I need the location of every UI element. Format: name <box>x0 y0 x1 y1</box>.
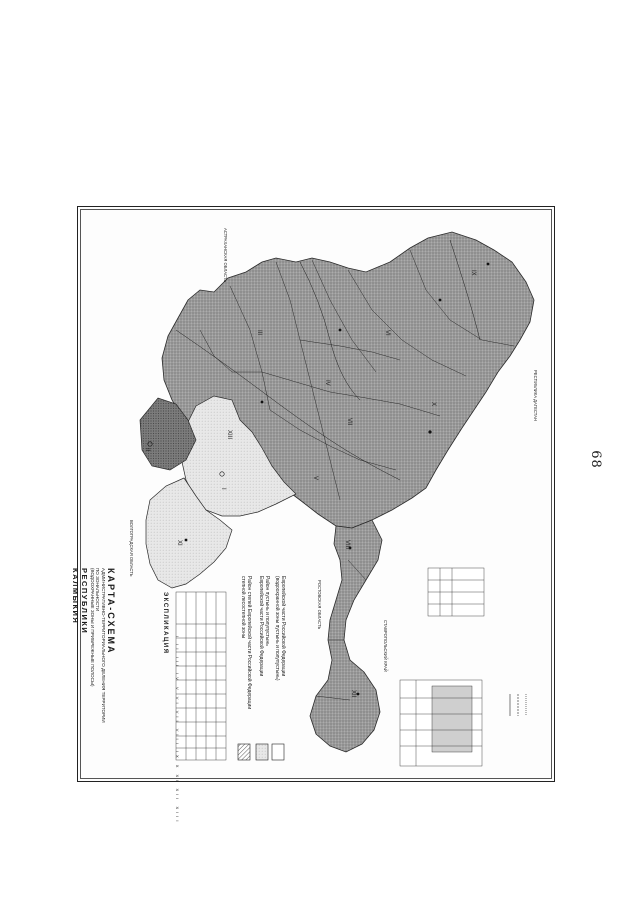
map-subtitle-2: ПО ЗОНАЛЬНОСТИ <box>95 568 101 612</box>
legend-swatch-dotted <box>256 744 268 760</box>
map-subtitle-3: (ВОДООХРАННЫЕ ЗОНЫ И ПРИБРЕЖНЫЕ ПОЛОСЫ) <box>90 568 95 687</box>
expl-col-vi: VI <box>175 696 180 707</box>
district-numeral-x: X <box>430 402 436 407</box>
map-republic-2: КАЛМЫКИЯ <box>71 568 81 625</box>
legend-item-1-line-2: степной лесостепной зоны <box>240 576 246 639</box>
district-numeral-xi: XI <box>176 540 182 546</box>
neighbor-label-left-2: СТАВРОПОЛЬСКИЙ КРАЙ <box>383 620 388 672</box>
explication-table <box>176 592 226 760</box>
legend-swatches <box>238 744 284 760</box>
expl-col-vii: VII <box>175 710 180 725</box>
expl-col-xiii: XIII <box>175 806 180 825</box>
index-table <box>428 568 484 616</box>
neighbor-label-right: АСТРАХАНСКАЯ ОБЛАСТЬ <box>223 228 228 283</box>
expl-col-x: X <box>175 764 180 771</box>
explication-title: ЭКСПЛИКАЦИЯ <box>162 592 168 655</box>
legend-swatch-plain <box>272 744 284 760</box>
expl-col-iv: IV <box>175 673 180 683</box>
expl-col-ii: II <box>175 644 180 653</box>
legend-item-2 <box>258 576 270 676</box>
expl-col-i: I <box>175 636 180 641</box>
district-numeral-xii: XII <box>350 690 356 698</box>
district-numeral-iii: III <box>256 330 262 336</box>
territory-southwest-arm <box>310 520 382 752</box>
neighbor-label-top: ВОЛГОГРАДСКАЯ ОБЛАСТЬ <box>129 520 134 577</box>
explication-columns <box>175 636 180 824</box>
district-numeral-xiii: XIII <box>226 430 232 440</box>
district-numeral-ii: II <box>144 448 150 452</box>
expl-col-viii: VIII <box>175 728 180 747</box>
legend-item-2-line-1: Район пустынь и полупустынь <box>264 576 270 646</box>
expl-col-ix: IX <box>175 750 180 761</box>
legend-item-3-line-2: (водоохранной зоны пустынь и полупустынь) <box>274 576 280 681</box>
map-subtitle-1: АДМИНИСТРАТИВНО-ТЕРРИТОРИАЛЬНОГО ДЕЛЕНИЯ ТЕРРИТОРИИ <box>101 568 106 723</box>
map-title-block <box>72 568 117 723</box>
legend-item-1 <box>240 576 252 709</box>
district-numeral-vi: VI <box>384 330 390 336</box>
legend-item-3 <box>274 576 286 681</box>
map-title: КАРТА-СХЕМА <box>106 568 116 655</box>
neighbor-label-bottom: РЕСПУБЛИКА ДАГЕСТАН <box>533 370 538 421</box>
expl-col-xii: XII <box>175 788 180 803</box>
zonation-table <box>400 680 482 766</box>
line-legend <box>510 694 526 716</box>
legend-item-1-line-1: Район степей Европейской части Российской Федерации <box>246 576 252 710</box>
district-numeral-ix: IX <box>470 270 476 276</box>
expl-col-v: V <box>175 686 180 693</box>
expl-col-iii: III <box>175 656 180 669</box>
legend-swatch-hatched <box>238 744 250 760</box>
page-number: 68 <box>587 450 603 469</box>
district-numeral-v: V <box>312 476 318 481</box>
map-republic-1: РЕСПУБЛИКИ <box>80 568 90 635</box>
legend-item-3-line-1: Европейской части Российской Федерации <box>280 576 286 677</box>
expl-col-xi: XI <box>175 774 180 785</box>
district-numeral-i: I <box>220 488 226 490</box>
neighbor-label-left: РОСТОВСКАЯ ОБЛАСТЬ <box>317 580 322 630</box>
district-numeral-viii: VIII <box>344 540 350 550</box>
district-numeral-vii: VII <box>346 418 352 426</box>
district-numeral-iv: IV <box>324 380 330 386</box>
legend-item-2-line-2: Европейской части Российской Федерации <box>258 576 264 677</box>
